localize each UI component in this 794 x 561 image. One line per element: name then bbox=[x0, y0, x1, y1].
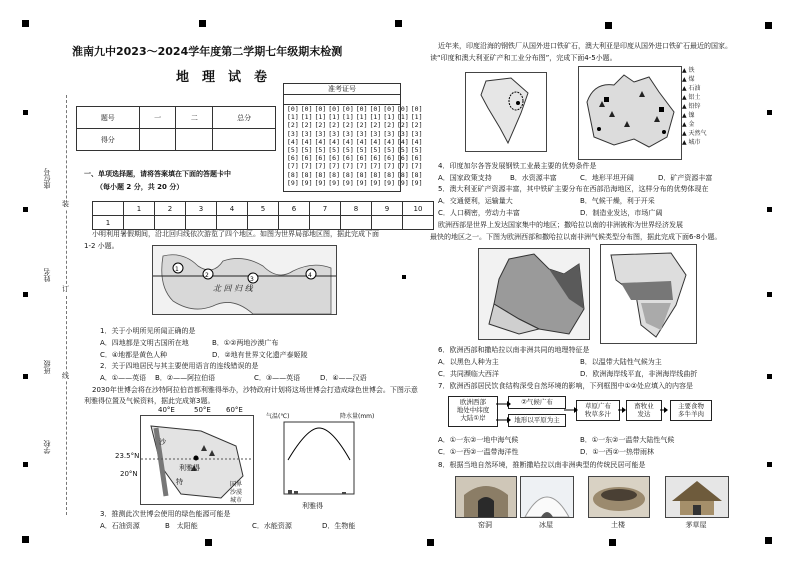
ticket-bubble[interactable]: [8] bbox=[314, 170, 327, 179]
answer-cell[interactable] bbox=[310, 216, 341, 230]
q7-option-b[interactable]: B．①一东②一温带大陆性气候 bbox=[580, 436, 675, 444]
q3-option-a[interactable]: A．石油资源 bbox=[100, 522, 140, 530]
registration-mark bbox=[765, 22, 772, 29]
flow-arrows bbox=[494, 398, 674, 426]
ticket-bubble[interactable]: [2] bbox=[369, 121, 382, 130]
legend-desert: 沙漠 bbox=[230, 489, 243, 496]
ticket-bubble[interactable]: [7] bbox=[369, 162, 382, 171]
ticket-bubble[interactable]: [6] bbox=[287, 154, 299, 163]
q2-option-a[interactable]: A．①——英语 bbox=[100, 374, 147, 382]
registration-mark bbox=[609, 539, 616, 546]
ticket-bubble[interactable]: [1] bbox=[342, 113, 354, 122]
q4-option-c[interactable]: C．地形平坦开阔 bbox=[580, 174, 634, 182]
ticket-bubble[interactable]: [0] bbox=[410, 105, 423, 113]
flow-box-3: 地形以平原为主 bbox=[508, 414, 566, 427]
q7-option-d[interactable]: D．①一西②一热带雨林 bbox=[580, 448, 654, 456]
answer-number: 8 bbox=[341, 202, 372, 216]
score-cell[interactable] bbox=[176, 129, 213, 151]
ticket-bubble[interactable]: [3] bbox=[355, 129, 368, 138]
ticket-bubble[interactable]: [0] bbox=[314, 105, 327, 113]
ticket-bubble[interactable]: [2] bbox=[300, 121, 313, 130]
answer-number: 1 bbox=[124, 202, 155, 216]
intro-q3-b: 利雅得位置及气候资料，据此完成第3题。 bbox=[84, 397, 215, 405]
ticket-bubble[interactable]: [2] bbox=[383, 121, 395, 130]
flow-box-2: ②气候广布 bbox=[508, 396, 566, 409]
australia-map bbox=[578, 66, 682, 160]
ticket-bubble[interactable]: [9] bbox=[314, 178, 327, 187]
binding-char-1: 装 bbox=[62, 200, 69, 208]
lon-60: 60°E bbox=[226, 406, 243, 414]
ticket-bubble[interactable]: [4] bbox=[314, 137, 327, 146]
ticket-bubble[interactable]: [2] bbox=[342, 121, 354, 130]
legend-item: ▲ 铁 bbox=[682, 67, 695, 74]
climate-station: 利雅得 bbox=[302, 502, 323, 510]
map-char-1: 沙 bbox=[159, 438, 166, 446]
ticket-bubble[interactable]: [2] bbox=[314, 121, 327, 130]
ticket-bubble[interactable]: [3] bbox=[369, 129, 382, 138]
ticket-bubble[interactable]: [6] bbox=[300, 154, 313, 163]
ticket-bubble[interactable]: [2] bbox=[355, 121, 368, 130]
ticket-bubble[interactable]: [9] bbox=[397, 178, 409, 187]
legend-item: ▲ 镍 bbox=[682, 112, 695, 119]
registration-mark bbox=[767, 292, 772, 297]
section1-heading: 一、单项选择题，请将答案填在下面的答题卡中 bbox=[84, 170, 231, 178]
ticket-bubble[interactable]: [9] bbox=[328, 178, 340, 187]
ticket-bubble[interactable]: [1] bbox=[355, 113, 368, 122]
intro-q1-b: 1-2 小题。 bbox=[84, 242, 119, 250]
intro-q1: 小明利用暑假期间，沿北回归线依次游览了四个地区。如图为世界局部地区图，据此完成下面 bbox=[92, 230, 379, 238]
ticket-bubble[interactable]: [4] bbox=[410, 137, 423, 146]
q1-option-b[interactable]: B．①②两地沙漠广布 bbox=[212, 339, 279, 347]
q1-stem: 1．关于小明所见所闻正确的是 bbox=[100, 327, 196, 335]
legend-city: 城市 bbox=[230, 497, 243, 504]
seat-label: 座位号 bbox=[43, 168, 51, 189]
q6-stem: 6．欧洲西部和撒哈拉以南非洲共同的地理特征是 bbox=[438, 346, 590, 354]
flow-box-6: 主要食物 多牛羊肉 bbox=[670, 400, 712, 421]
ticket-bubble[interactable]: [1] bbox=[328, 113, 340, 122]
registration-mark bbox=[23, 207, 28, 212]
q5-option-d[interactable]: D．制造业发达，市场广阔 bbox=[580, 209, 663, 217]
caption-tulou: 土楼 bbox=[611, 521, 625, 529]
ticket-bubble[interactable]: [1] bbox=[314, 113, 327, 122]
answer-number: 10 bbox=[403, 202, 434, 216]
ticket-bubble[interactable]: [2] bbox=[410, 121, 423, 130]
ticket-bubble[interactable]: [7] bbox=[410, 162, 423, 171]
answer-cell[interactable] bbox=[186, 216, 217, 230]
flow-box-1: 欧洲西部 地处中纬度 大陆①岸 bbox=[448, 396, 498, 427]
flow-box-4: 草原广布 牧草多汁 bbox=[576, 400, 620, 421]
q6-option-c[interactable]: C．共同濒临大西洋 bbox=[438, 370, 499, 378]
ticket-bubble[interactable]: [4] bbox=[369, 137, 382, 146]
ticket-bubble[interactable]: [0] bbox=[287, 105, 299, 113]
registration-mark bbox=[427, 539, 434, 546]
ticket-bubble[interactable]: [1] bbox=[397, 113, 409, 122]
ticket-bubble[interactable]: [7] bbox=[355, 162, 368, 171]
q5-option-a[interactable]: A．交通便利，运输量大 bbox=[438, 197, 513, 205]
q5-option-c[interactable]: C．人口稠密，劳动力丰富 bbox=[438, 209, 520, 217]
ticket-bubble[interactable]: [6] bbox=[342, 154, 354, 163]
q4-option-d[interactable]: D．矿产资源丰富 bbox=[658, 174, 713, 182]
lon-40: 40°E bbox=[158, 406, 175, 414]
q5-stem: 5．澳大利亚矿产资源丰富，其中铁矿主要分布在西部沿海地区，这样分布的优势体现在 bbox=[438, 185, 709, 193]
answer-cell[interactable] bbox=[279, 216, 310, 230]
registration-mark bbox=[765, 537, 772, 544]
map-char-2: 特 bbox=[176, 478, 183, 486]
ticket-bubble[interactable]: [9] bbox=[300, 178, 313, 187]
ticket-bubble[interactable]: [4] bbox=[328, 137, 340, 146]
name-label: 姓名 bbox=[43, 268, 51, 282]
score-cell[interactable] bbox=[139, 129, 176, 151]
house-tulou[interactable] bbox=[588, 476, 650, 518]
q7-option-c[interactable]: C．①一西②一温带海洋性 bbox=[438, 448, 519, 456]
ticket-bubble[interactable]: [9] bbox=[355, 178, 368, 187]
intro-q3: 2030年世博会将在沙特阿拉伯首都利雅得举办，沙特政府计划将这场世博会打造成绿色世博会。下图示意 bbox=[92, 386, 418, 394]
score-cell[interactable] bbox=[213, 129, 276, 151]
riyadh-label: 利雅得 bbox=[179, 464, 200, 472]
q5-option-b[interactable]: B．气候干燥，利于开采 bbox=[580, 197, 655, 205]
svg-text:4: 4 bbox=[308, 272, 312, 279]
answer-number: 6 bbox=[279, 202, 310, 216]
legend-item: ▲ 石油 bbox=[682, 85, 701, 92]
q6-option-a[interactable]: A．以黑色人种为主 bbox=[438, 358, 499, 366]
lat-235: 23.5°N bbox=[115, 452, 140, 460]
binding-char-3: 线 bbox=[62, 372, 69, 380]
ticket-bubble[interactable]: [0] bbox=[355, 105, 368, 113]
q2-option-c[interactable]: C．③——英语 bbox=[254, 374, 301, 382]
ticket-bubble[interactable]: [3] bbox=[397, 129, 409, 138]
intro-q6-2: 最快的地区之一。下图为欧洲西部和撒哈拉以南非洲气候类型分布图，据此完成下面6-8小题。 bbox=[430, 233, 722, 241]
answer-number: 9 bbox=[372, 202, 403, 216]
ticket-bubble[interactable]: [3] bbox=[410, 129, 423, 138]
registration-mark bbox=[767, 374, 772, 379]
registration-mark bbox=[23, 462, 28, 467]
ticket-bubble[interactable]: [3] bbox=[342, 129, 354, 138]
ticket-bubble[interactable]: [5] bbox=[328, 146, 340, 155]
ticket-bubble[interactable]: [6] bbox=[369, 154, 382, 163]
answer-cell[interactable] bbox=[124, 216, 155, 230]
registration-mark bbox=[22, 20, 29, 27]
ticket-bubble[interactable]: [5] bbox=[300, 146, 313, 155]
ticket-bubble[interactable]: [9] bbox=[287, 178, 299, 187]
ticket-bubble[interactable]: [6] bbox=[328, 154, 340, 163]
ticket-bubble[interactable]: [4] bbox=[383, 137, 395, 146]
section1-points: （每小题 2 分，共 20 分） bbox=[96, 183, 184, 191]
registration-mark bbox=[605, 22, 612, 29]
intro-q4-2: 读“印度和澳大利亚矿产和工业分布图”，完成下面4-5小题。 bbox=[430, 54, 617, 62]
ticket-bubble[interactable]: [8] bbox=[383, 170, 395, 179]
ticket-bubble[interactable]: [0] bbox=[342, 105, 354, 113]
temp-axis-label: 气温(℃) bbox=[266, 413, 290, 420]
answer-number: 2 bbox=[155, 202, 186, 216]
ticket-bubble[interactable]: [8] bbox=[342, 170, 354, 179]
q2-option-d[interactable]: D．④——汉语 bbox=[320, 374, 367, 382]
ticket-bubble[interactable]: [5] bbox=[355, 146, 368, 155]
caption-thatched: 茅草屋 bbox=[685, 521, 707, 529]
registration-mark bbox=[22, 536, 29, 543]
answer-cell[interactable] bbox=[403, 216, 434, 230]
lat-20: 20°N bbox=[120, 470, 138, 478]
q7-option-a[interactable]: A．①一东②一地中海气候 bbox=[438, 436, 519, 444]
binding-char-2: 订 bbox=[62, 285, 69, 293]
answer-row-label: 1 bbox=[93, 216, 124, 230]
registration-mark bbox=[402, 275, 406, 279]
ticket-bubble[interactable]: [5] bbox=[287, 146, 299, 155]
ticket-bubble[interactable]: [6] bbox=[397, 154, 409, 163]
answer-cell[interactable] bbox=[248, 216, 279, 230]
ticket-bubble[interactable]: [3] bbox=[383, 129, 395, 138]
ticket-bubble[interactable]: [4] bbox=[287, 137, 299, 146]
exam-title: 淮南九中2023～2024学年度第二学期七年级期末检测 bbox=[72, 45, 343, 58]
ticket-bubble[interactable]: [6] bbox=[410, 154, 423, 163]
q3-stem: 3．推测此次世博会使用的绿色能源可能是 bbox=[100, 510, 231, 518]
ticket-bubble[interactable]: [5] bbox=[342, 146, 354, 155]
europe-climate-map bbox=[478, 248, 590, 340]
ticket-bubble[interactable]: [8] bbox=[300, 170, 313, 179]
q3-option-b[interactable]: B 太阳能 bbox=[165, 522, 198, 530]
ticket-bubble-grid[interactable] bbox=[286, 105, 424, 187]
answer-number: 4 bbox=[217, 202, 248, 216]
registration-mark bbox=[767, 462, 772, 467]
ticket-bubble[interactable]: [7] bbox=[314, 162, 327, 171]
registration-mark bbox=[767, 110, 772, 115]
svg-text:1: 1 bbox=[175, 266, 179, 273]
ticket-bubble[interactable]: [3] bbox=[300, 129, 313, 138]
ticket-bubble[interactable]: [1] bbox=[369, 113, 382, 122]
house-igloo[interactable] bbox=[520, 476, 574, 518]
q3-option-d[interactable]: D．生物能 bbox=[322, 522, 356, 530]
ticket-number-box bbox=[283, 83, 423, 192]
ticket-bubble[interactable]: [4] bbox=[300, 137, 313, 146]
ticket-bubble[interactable]: [2] bbox=[328, 121, 340, 130]
ticket-bubble[interactable]: [9] bbox=[383, 178, 395, 187]
flow-box-5: 畜牧业 发达 bbox=[626, 400, 662, 421]
q6-option-b[interactable]: B．以温带大陆性气候为主 bbox=[580, 358, 662, 366]
ticket-bubble[interactable]: [4] bbox=[342, 137, 354, 146]
exam-subject: 地 理 试 卷 bbox=[176, 70, 268, 85]
legend-item: ▲ 煤 bbox=[682, 76, 695, 83]
ticket-bubble[interactable]: [5] bbox=[314, 146, 327, 155]
legend-item: ▲ 城市 bbox=[682, 139, 701, 146]
ticket-bubble[interactable]: [6] bbox=[383, 154, 395, 163]
ticket-bubble[interactable]: [1] bbox=[410, 113, 423, 122]
class-label: 班级 bbox=[43, 360, 51, 374]
ticket-bubble[interactable]: [6] bbox=[355, 154, 368, 163]
q7-stem: 7．欧洲西部居民饮食结构深受自然环境的影响，下列框图中①②处应填入的内容是 bbox=[438, 382, 694, 390]
ticket-bubble[interactable]: [4] bbox=[355, 137, 368, 146]
ticket-bubble[interactable]: [8] bbox=[410, 170, 423, 179]
registration-mark bbox=[205, 539, 212, 546]
ticket-bubble[interactable]: [4] bbox=[397, 137, 409, 146]
registration-mark bbox=[767, 207, 772, 212]
ticket-bubble[interactable]: [1] bbox=[300, 113, 313, 122]
q4-stem: 4．印度加尔各答发展钢铁工业最主要的优势条件是 bbox=[438, 162, 597, 170]
q2-option-b[interactable]: B．②——阿拉伯语 bbox=[155, 374, 216, 382]
ticket-bubble[interactable]: [9] bbox=[342, 178, 354, 187]
ticket-bubble[interactable]: [0] bbox=[328, 105, 340, 113]
ticket-bubble[interactable]: [2] bbox=[397, 121, 409, 130]
ticket-bubble[interactable]: [7] bbox=[328, 162, 340, 171]
q1-option-c[interactable]: C．④地都是黄色人种 bbox=[100, 351, 168, 359]
lon-50: 50°E bbox=[194, 406, 211, 414]
caption-cave: 窑洞 bbox=[478, 521, 492, 529]
ticket-bubble[interactable]: [8] bbox=[328, 170, 340, 179]
india-map bbox=[465, 72, 547, 152]
ticket-bubble[interactable]: [1] bbox=[383, 113, 395, 122]
ticket-bubble[interactable]: [7] bbox=[287, 162, 299, 171]
ticket-bubble[interactable]: [8] bbox=[287, 170, 299, 179]
legend-border: 国界 bbox=[230, 481, 243, 488]
q2-stem: 2．关于四地居民与其主要使用语言的连线错误的是 bbox=[100, 362, 259, 370]
legend-item: ▲ 铝土 bbox=[682, 94, 701, 101]
ticket-bubble[interactable]: [5] bbox=[410, 146, 423, 155]
answer-sheet bbox=[92, 201, 434, 230]
house-cave[interactable] bbox=[455, 476, 517, 518]
q4-option-a[interactable]: A．国家政策支持 bbox=[438, 174, 492, 182]
ticket-bubble[interactable]: [3] bbox=[328, 129, 340, 138]
ticket-bubble[interactable]: [0] bbox=[300, 105, 313, 113]
tropic-label: 北 回 归 线 bbox=[213, 284, 253, 293]
q6-option-d[interactable]: D．欧洲海岸线平直，非洲海岸线曲折 bbox=[580, 370, 698, 378]
svg-text:2: 2 bbox=[205, 272, 209, 279]
answer-cell[interactable] bbox=[155, 216, 186, 230]
caption-igloo: 冰屋 bbox=[539, 521, 553, 529]
ticket-bubble[interactable]: [8] bbox=[369, 170, 382, 179]
ticket-bubble[interactable]: [7] bbox=[383, 162, 395, 171]
answer-cell[interactable] bbox=[341, 216, 372, 230]
school-label: 学校 bbox=[43, 440, 51, 454]
ticket-bubble[interactable]: [3] bbox=[314, 129, 327, 138]
australia-legend bbox=[682, 66, 722, 147]
registration-mark bbox=[23, 374, 28, 379]
intro-q6-1: 欧洲西部是世界上发达国家集中的地区；撒哈拉以南的非洲被称为世界经济发展 bbox=[438, 221, 683, 229]
q8-stem: 8．根据当地自然环境，推断撒哈拉以南非洲典型的传统民居可能是 bbox=[438, 461, 646, 469]
ticket-bubble[interactable]: [8] bbox=[355, 170, 368, 179]
ticket-bubble[interactable]: [5] bbox=[397, 146, 409, 155]
ticket-bubble[interactable]: [8] bbox=[397, 170, 409, 179]
legend-item: ▲ 金 bbox=[682, 121, 695, 128]
ticket-bubble[interactable]: [1] bbox=[287, 113, 299, 122]
registration-mark bbox=[23, 292, 28, 297]
binding-line bbox=[66, 95, 67, 515]
answer-number: 3 bbox=[186, 202, 217, 216]
answer-number: 7 bbox=[310, 202, 341, 216]
ticket-bubble[interactable]: [0] bbox=[383, 105, 395, 113]
ticket-bubble[interactable]: [2] bbox=[287, 121, 299, 130]
q1-option-a[interactable]: A．四地都是文明古国所在地 bbox=[100, 339, 189, 347]
ticket-bubble[interactable]: [7] bbox=[397, 162, 409, 171]
q3-option-c[interactable]: C．水能资源 bbox=[252, 522, 292, 530]
score-table: 题号 一 二 总分 得分 bbox=[76, 106, 276, 151]
answer-header-blank bbox=[93, 202, 124, 216]
ticket-bubble[interactable]: [5] bbox=[369, 146, 382, 155]
house-thatched[interactable] bbox=[665, 476, 729, 518]
ticket-bubble[interactable]: [0] bbox=[369, 105, 382, 113]
q1-option-d[interactable]: D．②地有世界文化遗产泰姬陵 bbox=[212, 351, 308, 359]
africa-climate-map bbox=[600, 244, 697, 344]
ticket-bubble[interactable]: [6] bbox=[314, 154, 327, 163]
registration-mark bbox=[199, 20, 206, 27]
q4-option-b[interactable]: B．水资源丰富 bbox=[510, 174, 557, 182]
precip-axis-label: 降水量(mm) bbox=[340, 413, 375, 420]
ticket-bubble[interactable]: [9] bbox=[369, 178, 382, 187]
answer-number: 5 bbox=[248, 202, 279, 216]
legend-item: ▲ 天然气 bbox=[682, 130, 707, 137]
ticket-bubble[interactable]: [9] bbox=[410, 178, 423, 187]
svg-text:3: 3 bbox=[250, 276, 254, 283]
ticket-bubble[interactable]: [5] bbox=[383, 146, 395, 155]
intro-q4-1: 近年来，印度沿海的钢铁厂从国外进口铁矿石，澳大利亚是印度从国外进口铁矿石最近的国家。 bbox=[438, 42, 732, 50]
ticket-bubble[interactable]: [3] bbox=[287, 129, 299, 138]
ticket-bubble[interactable]: [7] bbox=[342, 162, 354, 171]
registration-mark bbox=[23, 110, 28, 115]
answer-cell[interactable] bbox=[372, 216, 403, 230]
world-map-tropic bbox=[152, 245, 337, 315]
ticket-bubble[interactable]: [0] bbox=[397, 105, 409, 113]
climate-chart bbox=[262, 412, 382, 512]
answer-cell[interactable] bbox=[217, 216, 248, 230]
ticket-bubble[interactable]: [7] bbox=[300, 162, 313, 171]
legend-item: ▲ 铅锌 bbox=[682, 103, 701, 110]
registration-mark bbox=[395, 20, 402, 27]
ticket-label: 准考证号 bbox=[284, 84, 400, 95]
